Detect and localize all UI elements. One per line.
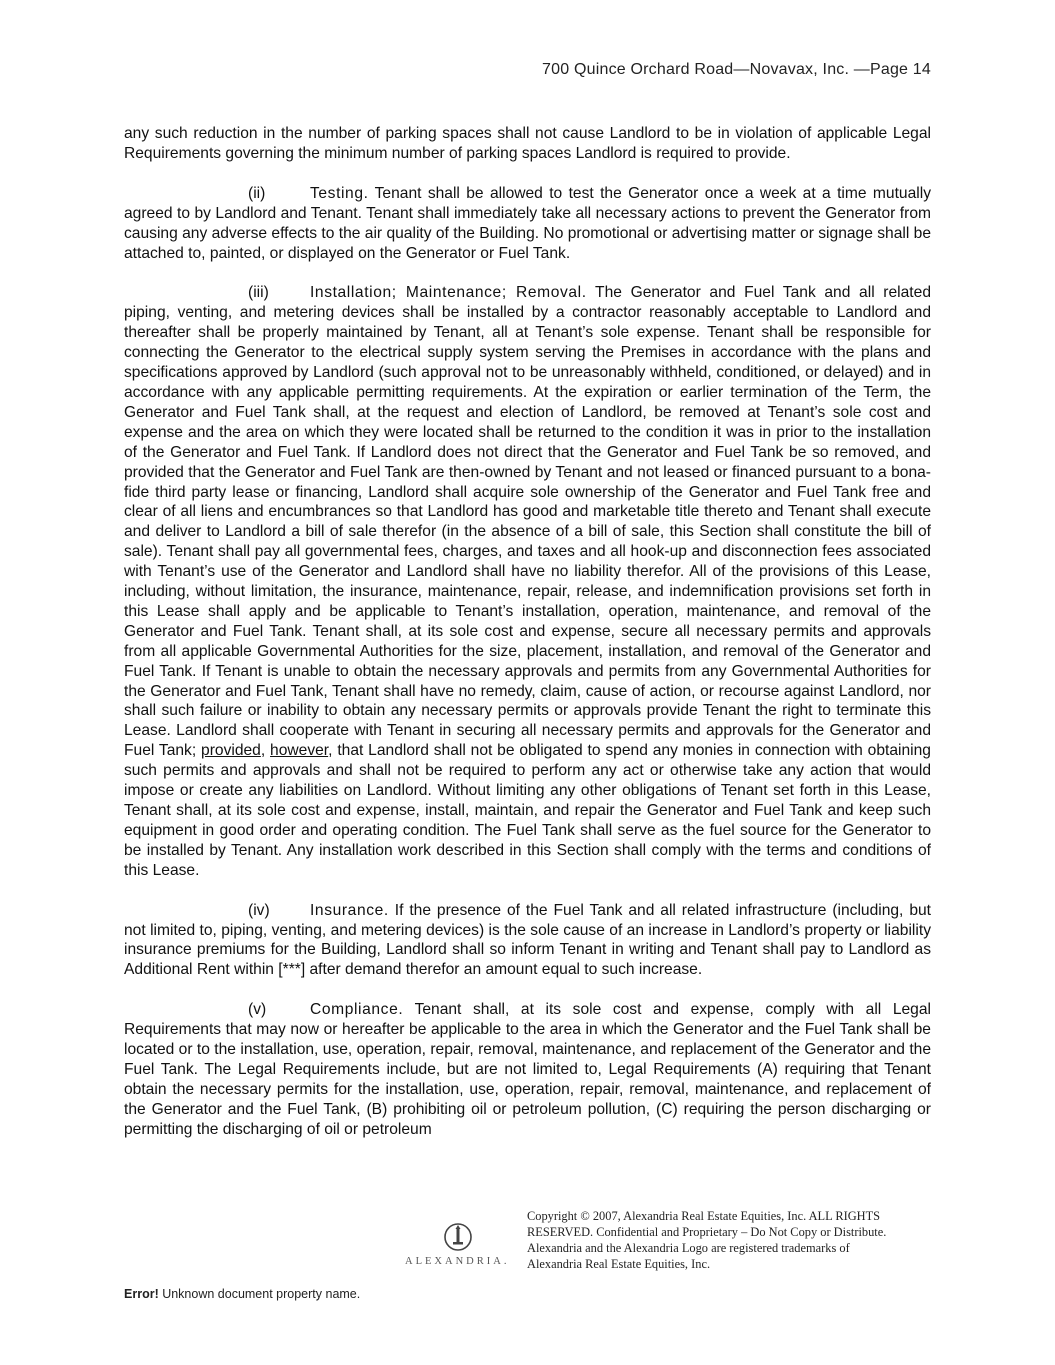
section-heading: Testing. bbox=[310, 184, 369, 202]
section-number: (v) bbox=[248, 1001, 267, 1019]
alexandria-logo bbox=[405, 1220, 515, 1270]
section-number: (iii) bbox=[248, 284, 269, 302]
logo-wordmark: ALEXANDRIA. bbox=[405, 1256, 510, 1267]
paragraph-compliance bbox=[124, 1000, 931, 1139]
copyright-notice: Copyright © 2007, Alexandria Real Estate Equities, Inc. ALL RIGHTS RESERVED. Confidential and Proprietary – Do Not Copy or Distribute. Alexandria and the Alexandria Logo are registered trademarks of Alexandria Real Estate Equities, Inc. bbox=[527, 1209, 887, 1271]
section-heading: Insurance. bbox=[310, 901, 389, 919]
field-error-text bbox=[124, 1287, 360, 1301]
paragraph-installation bbox=[124, 283, 931, 880]
paragraph-testing bbox=[124, 184, 931, 264]
error-message: Unknown document property name. bbox=[158, 1287, 361, 1301]
paragraph-continuation bbox=[124, 124, 931, 164]
page-header: 700 Quince Orchard Road—Novavax, Inc. —Page 14 bbox=[542, 61, 931, 78]
paragraph-text: any such reduction in the number of parking spaces shall not cause Landlord to be in violation of applicable Legal Requirements governing the minimum number of parking spaces Landlord is required to provide. bbox=[124, 125, 931, 162]
paragraph-text: The Generator and Fuel Tank and all related piping, venting, and metering devices shall be installed by a contractor reasonably acceptable to Landlord and thereafter shall be properly maintained by Tenant, all at Tenant’s sole expense. Tenant shall be responsible for connecting the Generator to the electrical supply system serving the Premises in accordance with the plans and specifications approved by Landlord (such approval not to be unreasonably withheld, conditioned, or delayed) and in accordance with any applicable permitting requirements. At the expiration or earlier termination of the Term, the Generator and Fuel Tank shall, at the request and election of Landlord, be removed at Tenant’s sole cost and expense and the area on which they were located shall be returned to the condition it was in prior to the installation of the Generator and Fuel Tank. If Landlord does not direct that the Generator and Fuel Tank be so removed, and provided that the Generator and Fuel Tank are then-owned by Tenant and not leased or financed pursuant to a bona-fide third party lease or financing, Landlord shall acquire sole ownership of the Generator and Fuel Tank free and clear of all liens and encumbrances so that Landlord has good and marketable title thereto and Tenant shall execute and deliver to Landlord a bill of sale therefor (in the absence of a bill of sale, this Section shall constitute the bill of sale). Tenant shall pay all governmental fees, charges, and taxes and all hook-up and disconnection fees associated with Tenant’s use of the Generator and Landlord shall have no liability therefor. All of the provisions of this Lease, including, without limitation, the insurance, maintenance, repair, release, and indemnification provisions set forth in this Lease shall apply and be applicable to Tenant’s installation, operation, maintenance, and removal of the Generator and Fuel Tank. Tenant shall, at its sole cost and expense, secure all necessary permits and approvals from all applicable Governmental Authorities for the size, placement, installation, and removal of the Generator and Fuel Tank. If Tenant is unable to obtain the necessary approvals and permits from any Governmental Authorities for the Generator and Fuel Tank, Tenant shall have no remedy, claim, cause of action, or recourse against Landlord, nor shall such failure or inability to obtain any necessary permits or approvals provide Tenant the right to terminate this Lease. Landlord shall cooperate with Tenant in securing all necessary permits and approvals for the Generator and Fuel Tank; bbox=[124, 284, 931, 760]
paragraph-text: Tenant shall, at its sole cost and expense, comply with all Legal Requirements that may now or hereafter be applicable to the area in which the Generator and the Fuel Tank shall be located or to the installation, use, operation, repair, removal, maintenance, and replacement of the Generator and the Fuel Tank. The Legal Requirements include, but are not limited to, Legal Requirements (A) requiring that Tenant obtain the necessary permits for the installation, use, operation, repair, removal, maintenance, and replacement of the Generator and the Fuel Tank, (B) prohibiting oil or petroleum pollution, (C) requiring the person discharging or permitting the discharging of oil or petroleum bbox=[124, 1001, 931, 1138]
underlined-term-however: however bbox=[270, 742, 329, 760]
error-label: Error! bbox=[124, 1287, 159, 1301]
paragraph-insurance bbox=[124, 901, 931, 981]
underlined-term-provided: provided bbox=[201, 742, 261, 760]
footer-block bbox=[405, 1208, 885, 1278]
section-heading: Installation; Maintenance; Removal. bbox=[310, 284, 587, 302]
document-body bbox=[124, 124, 931, 1160]
section-number: (iv) bbox=[248, 901, 270, 919]
paragraph-text: , that Landlord shall not be obligated to spend any monies in connection with obtaining such permits and approvals and shall not be required to perform any act or otherwise take any action that would impose or create any liabilities on Landlord. Without limiting any other obligations of Tenant set forth in this Lease, Tenant shall, at its sole cost and expense, install, maintain, and repair the Generator and Fuel Tank and keep such equipment in good order and operating condition. The Fuel Tank shall serve as the fuel source for the Generator to be installed by Tenant. Any installation work described in this Section shall comply with the terms and conditions of this Lease. bbox=[124, 742, 931, 879]
section-number: (ii) bbox=[248, 184, 266, 202]
section-heading: Compliance. bbox=[310, 1001, 404, 1019]
separator-comma: , bbox=[260, 742, 271, 760]
paragraph-text: If the presence of the Fuel Tank and all related infrastructure (including, but not limited to, piping, venting, and metering devices) is the sole cause of an increase in Landlord’s property or liability insurance premiums for the Building, Landlord shall so inform Tenant in writing and Tenant shall pay to Landlord as Additional Rent within [***] after demand therefor an amount equal to such increase. bbox=[124, 901, 931, 979]
paragraph-text: Tenant shall be allowed to test the Generator once a week at a time mutually agreed to by Landlord and Tenant. Tenant shall immediately take all necessary actions to prevent the Generator from causing any adverse effects to the air quality of the Building. No promotional or advertising matter or signage shall be attached to, painted, or displayed on the Generator or Fuel Tank. bbox=[124, 184, 931, 262]
alexandria-logo-icon bbox=[441, 1222, 475, 1252]
